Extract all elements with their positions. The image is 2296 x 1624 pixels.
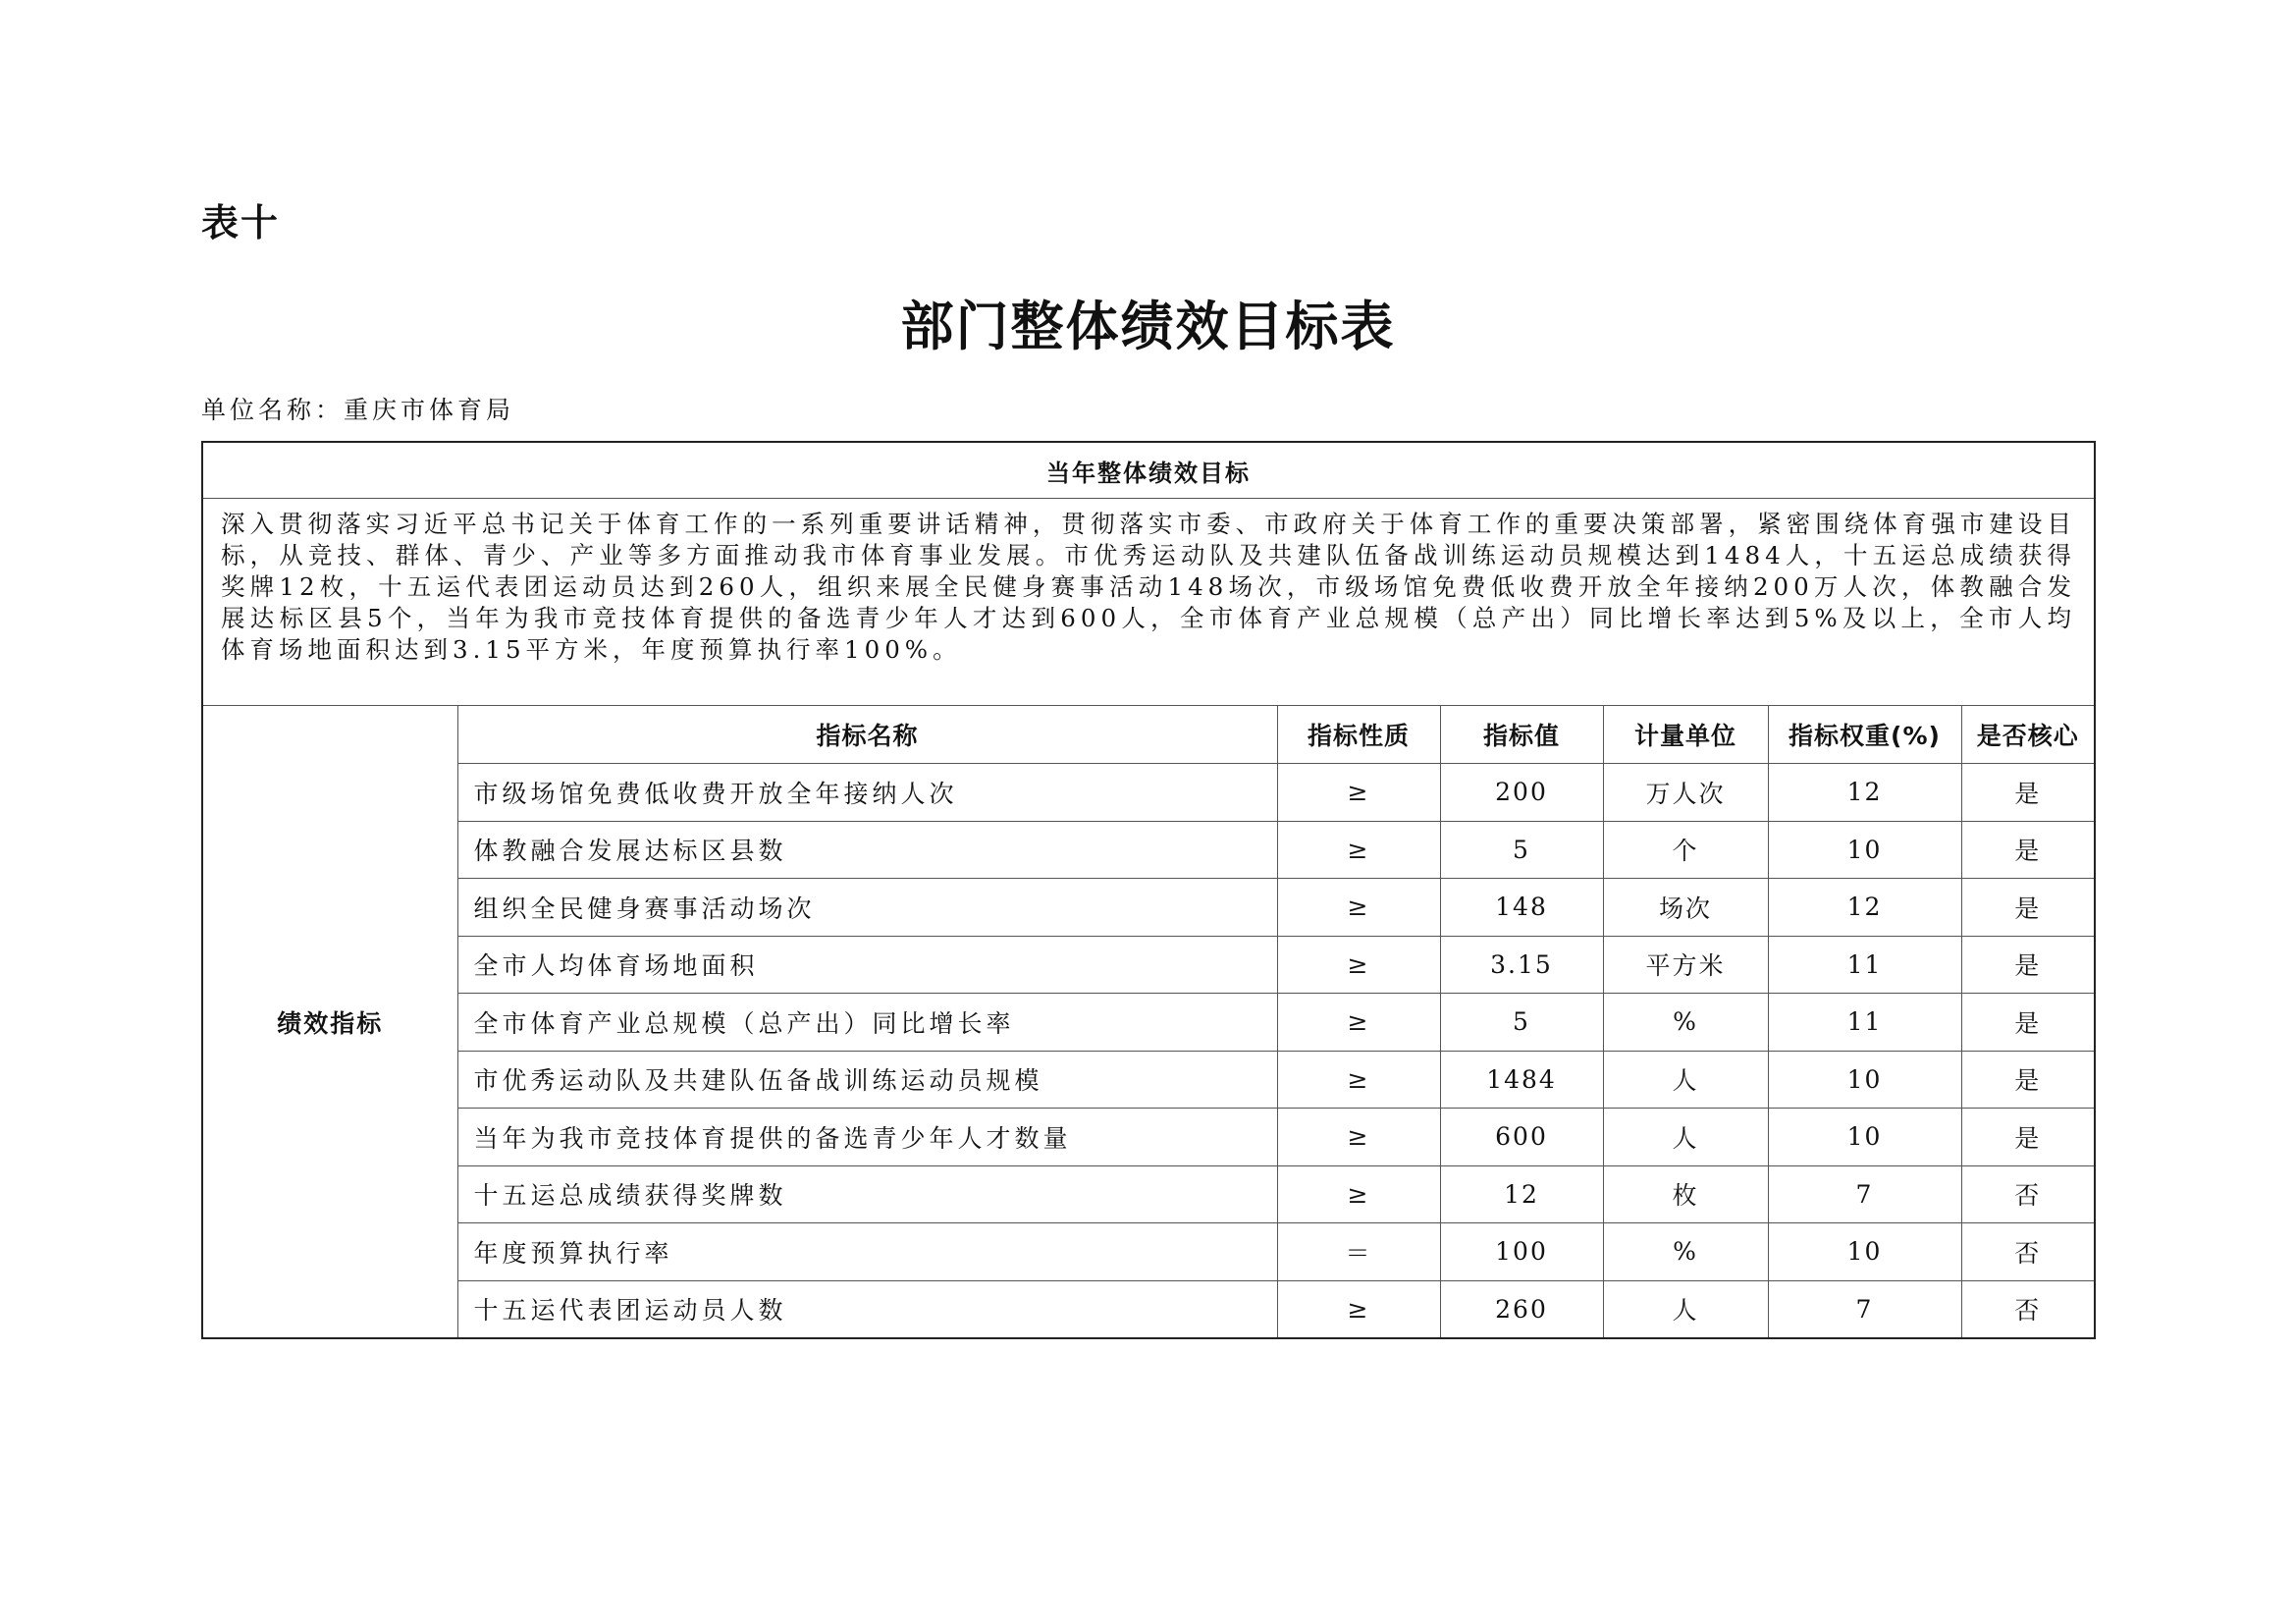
indicator-core: 是 bbox=[1961, 936, 2095, 994]
indicator-weight: 10 bbox=[1768, 821, 1961, 879]
col-header-nature: 指标性质 bbox=[1277, 706, 1440, 764]
col-header-core: 是否核心 bbox=[1961, 706, 2095, 764]
table-row bbox=[202, 879, 2095, 937]
indicator-weight: 12 bbox=[1768, 879, 1961, 937]
indicator-nature: ≥ bbox=[1277, 1109, 1440, 1166]
indicator-weight: 7 bbox=[1768, 1280, 1961, 1338]
indicator-core: 是 bbox=[1961, 764, 2095, 822]
indicator-nature: ＝ bbox=[1277, 1223, 1440, 1281]
indicator-nature: ≥ bbox=[1277, 1051, 1440, 1109]
indicator-weight: 10 bbox=[1768, 1223, 1961, 1281]
indicator-core: 否 bbox=[1961, 1223, 2095, 1281]
indicator-value: 148 bbox=[1440, 879, 1603, 937]
table-row bbox=[202, 764, 2095, 822]
indicator-name: 体教融合发展达标区县数 bbox=[457, 821, 1277, 879]
document-title: 部门整体绩效目标表 bbox=[900, 295, 1396, 357]
table-row bbox=[202, 821, 2095, 879]
indicator-name: 组织全民健身赛事活动场次 bbox=[457, 879, 1277, 937]
performance-goal-table bbox=[201, 441, 2096, 1339]
table-row bbox=[202, 1223, 2095, 1281]
indicator-weight: 12 bbox=[1768, 764, 1961, 822]
indicator-unit: 场次 bbox=[1603, 879, 1768, 937]
indicator-value: 3.15 bbox=[1440, 936, 1603, 994]
col-header-unit: 计量单位 bbox=[1603, 706, 1768, 764]
indicator-unit: 人 bbox=[1603, 1280, 1768, 1338]
indicator-weight: 7 bbox=[1768, 1165, 1961, 1223]
indicator-name: 市优秀运动队及共建队伍备战训练运动员规模 bbox=[457, 1051, 1277, 1109]
indicator-weight: 11 bbox=[1768, 936, 1961, 994]
table-row bbox=[202, 1051, 2095, 1109]
table-row bbox=[202, 1165, 2095, 1223]
indicator-nature: ≥ bbox=[1277, 879, 1440, 937]
table-row bbox=[202, 1280, 2095, 1338]
indicator-value: 100 bbox=[1440, 1223, 1603, 1281]
indicator-core: 否 bbox=[1961, 1165, 2095, 1223]
indicator-nature: ≥ bbox=[1277, 994, 1440, 1052]
indicator-weight: 10 bbox=[1768, 1051, 1961, 1109]
indicator-name: 年度预算执行率 bbox=[457, 1223, 1277, 1281]
unit-name: 单位名称：重庆市体育局 bbox=[201, 396, 515, 424]
indicator-value: 5 bbox=[1440, 821, 1603, 879]
table-row bbox=[202, 936, 2095, 994]
col-header-weight: 指标权重(%) bbox=[1768, 706, 1961, 764]
indicator-core: 是 bbox=[1961, 1051, 2095, 1109]
col-header-name: 指标名称 bbox=[457, 706, 1277, 764]
indicator-core: 否 bbox=[1961, 1280, 2095, 1338]
annual-goal-text-row bbox=[202, 499, 2095, 706]
indicator-unit: 人 bbox=[1603, 1051, 1768, 1109]
indicator-name: 市级场馆免费低收费开放全年接纳人次 bbox=[457, 764, 1277, 822]
indicator-value: 5 bbox=[1440, 994, 1603, 1052]
indicator-nature: ≥ bbox=[1277, 936, 1440, 994]
indicator-nature: ≥ bbox=[1277, 821, 1440, 879]
annual-goal-heading: 当年整体绩效目标 bbox=[202, 442, 2095, 499]
column-header-row bbox=[202, 706, 2095, 764]
indicator-name: 全市体育产业总规模（总产出）同比增长率 bbox=[457, 994, 1277, 1052]
indicator-name: 当年为我市竞技体育提供的备选青少年人才数量 bbox=[457, 1109, 1277, 1166]
col-header-value: 指标值 bbox=[1440, 706, 1603, 764]
annual-goal-text: 深入贯彻落实习近平总书记关于体育工作的一系列重要讲话精神，贯彻落实市委、市政府关于体育工作的重要决策部署，紧密围绕体育强市建设目标，从竞技、群体、青少、产业等多方面推动我市体育事业发展。市优秀运动队及共建队伍备战训练运动员规模达到1484人，十五运总成绩获得奖牌12枚，十五运代表团运动员达到260人，组织来展全民健身赛事活动148场次，市级场馆免费低收费开放全年接纳200万人次，体教融合发展达标区县5个，当年为我市竞技体育提供的备选青少年人才达到600人，全市体育产业总规模（总产出）同比增长率达到5%及以上，全市人均体育场地面积达到3.15平方米，年度预算执行率100%。 bbox=[202, 499, 2095, 706]
indicator-core: 是 bbox=[1961, 879, 2095, 937]
annual-goal-heading-row bbox=[202, 442, 2095, 499]
table-row bbox=[202, 1109, 2095, 1166]
indicator-value: 600 bbox=[1440, 1109, 1603, 1166]
table-row bbox=[202, 994, 2095, 1052]
indicator-core: 是 bbox=[1961, 821, 2095, 879]
indicator-core: 是 bbox=[1961, 1109, 2095, 1166]
table-number: 表十 bbox=[201, 201, 281, 244]
indicator-unit: % bbox=[1603, 994, 1768, 1052]
indicator-name: 十五运代表团运动员人数 bbox=[457, 1280, 1277, 1338]
indicator-unit: % bbox=[1603, 1223, 1768, 1281]
indicator-nature: ≥ bbox=[1277, 1280, 1440, 1338]
category-label: 绩效指标 bbox=[202, 706, 457, 1339]
indicator-value: 260 bbox=[1440, 1280, 1603, 1338]
indicator-unit: 枚 bbox=[1603, 1165, 1768, 1223]
indicator-nature: ≥ bbox=[1277, 764, 1440, 822]
indicator-unit: 个 bbox=[1603, 821, 1768, 879]
indicator-value: 200 bbox=[1440, 764, 1603, 822]
indicator-name: 全市人均体育场地面积 bbox=[457, 936, 1277, 994]
indicator-core: 是 bbox=[1961, 994, 2095, 1052]
indicator-weight: 10 bbox=[1768, 1109, 1961, 1166]
indicator-nature: ≥ bbox=[1277, 1165, 1440, 1223]
indicator-weight: 11 bbox=[1768, 994, 1961, 1052]
indicator-name: 十五运总成绩获得奖牌数 bbox=[457, 1165, 1277, 1223]
indicator-value: 1484 bbox=[1440, 1051, 1603, 1109]
indicator-unit: 平方米 bbox=[1603, 936, 1768, 994]
indicator-value: 12 bbox=[1440, 1165, 1603, 1223]
indicator-unit: 万人次 bbox=[1603, 764, 1768, 822]
indicator-unit: 人 bbox=[1603, 1109, 1768, 1166]
